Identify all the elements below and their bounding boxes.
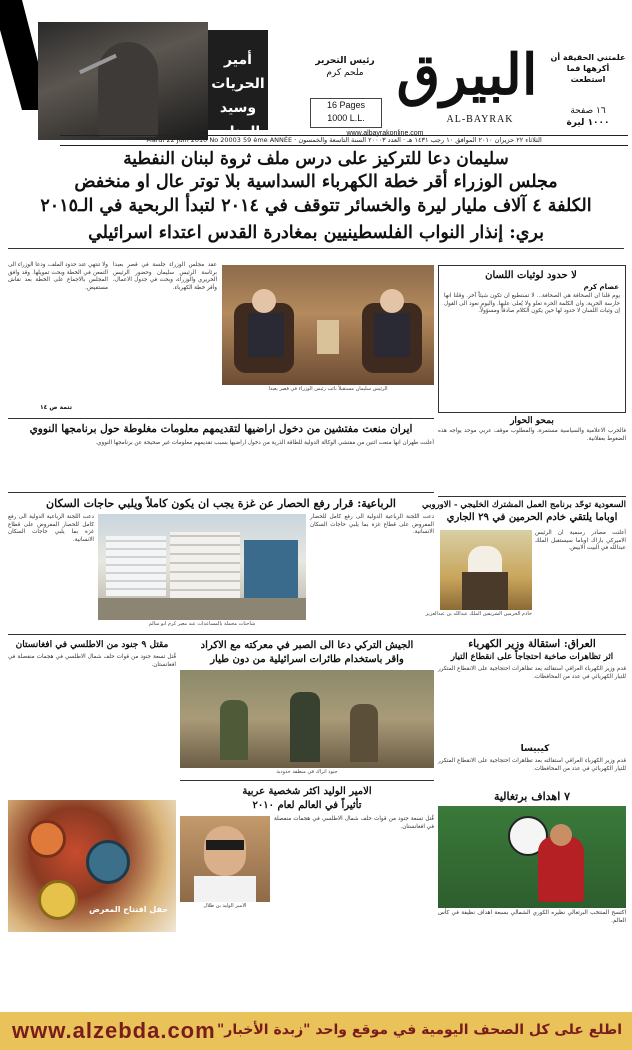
ad-image[interactable]	[8, 800, 176, 932]
turkey-title[interactable]: الجيش التركي دعا الى الصبر في معركته مع الاكراد	[200, 640, 414, 651]
iraq-box-title: كيبيسا	[520, 744, 550, 754]
divider	[8, 634, 626, 635]
footer-url[interactable]: www.alzebda.com	[12, 1018, 216, 1043]
issue-price: ١٠٠٠ ليرة	[566, 118, 610, 128]
top-story-caption: الرئيس سليمان مستقبلاً نائب رئيس الوزراء في قصر بعبدا	[268, 386, 388, 392]
footer-slogan: اطلع على كل الصحف اليومية في موقع واحد "زبدة الأخبار"	[216, 1022, 622, 1038]
founder-note: علمتني الحقيقة أن أكرهها فما استطعت	[550, 53, 626, 84]
afghanistan-body: قُتل تسعة جنود من قوات حلف شمال الاطلسي في هجمات منفصلة في افغانستان.	[8, 654, 176, 668]
top-story-body-right: عقد مجلس الوزراء جلسة في قصر بعبدا برئاسة الرئيس سليمان وحضور الرئيس الحريري والوزراء، وبحث في جدول الاعمال، وأقر خطة الكهرباء.	[113, 262, 217, 291]
pages-box	[310, 98, 382, 128]
prince-title[interactable]: الامير الوليد اكثر شخصية عربية	[242, 786, 372, 797]
column2-body: فالحرب الاعلامية والسياسية مستمرة، والمطلوب موقف عربي موحد يواجه هذه الضغوط بعقلانية.	[438, 428, 626, 442]
turkey-caption: جنود اتراك في منطقة حدودية	[276, 769, 338, 775]
price-en: 1000 L.L.	[327, 113, 365, 123]
issue-box	[548, 105, 628, 129]
dateline: الثلاثاء ٢٢ حزيران ٢٠١٠ الموافق ١٠ رجب ١٤٣١ هـ · العدد ٢٠٠٠٣ السنة التاسعة والخمسون · Mardi 22 Juin 2010 No 20003 59 ème ANNÉE	[60, 135, 628, 146]
quartet-photo	[98, 514, 306, 620]
headline-2[interactable]: مجلس الوزراء أقر خطة الكهرباء السداسية بلا توتر عال او منخفض	[74, 172, 558, 192]
footer-banner[interactable]	[0, 1012, 632, 1050]
headline-3[interactable]: الكلفة ٤ آلاف مليار ليرة والخسائر تتوقف في ٢٠١٤ لتبدأ الربحية في الـ٢٠١٥	[40, 196, 592, 216]
prince-caption: الامير الوليد بن طلال	[203, 903, 247, 909]
saudi-subtitle[interactable]: اوباما يلتقي خادم الحرمين في ٢٩ الجاري	[446, 512, 618, 523]
newspaper-logo[interactable]: البيرق	[396, 42, 538, 108]
editor-box	[300, 55, 390, 79]
turkey-photo	[180, 670, 434, 768]
divider	[8, 492, 434, 493]
opinion-author: عصام كرم	[583, 283, 619, 291]
iran-title[interactable]: ايران منعت مفتشين من دخول اراضيها لتقديمهم معلومات مغلوطة حول برنامجها النووي	[29, 423, 413, 435]
masthead	[0, 0, 632, 145]
singer-photo	[38, 22, 208, 140]
prince-subtitle[interactable]: تأثيراً في العالم لعام ٢٠١٠	[252, 800, 362, 811]
prince-photo	[180, 816, 270, 902]
iraq-title[interactable]: العراق: استقالة وزير الكهرباء	[468, 638, 596, 650]
singer-caption-line2: وسيد المنابر	[215, 100, 261, 140]
singer-caption[interactable]	[208, 30, 268, 140]
mourning-ribbon	[0, 0, 38, 110]
opinion-column	[438, 265, 626, 413]
ad-text: حفل افتتاح المعرض	[89, 905, 168, 914]
worldcup-title[interactable]: ٧ اهداف برتغالية	[493, 790, 571, 803]
singer-caption-line1: أمير الحريات	[211, 52, 265, 92]
saudi-caption: خادم الحرمين الشريفين الملك عبدالله بن عبدالعزيز	[425, 611, 532, 617]
divider	[8, 418, 434, 419]
turkey-subtitle[interactable]: واقر باستخدام طائرات اسرائيلية من دون طيار	[210, 654, 404, 665]
saudi-title[interactable]: السعودية توحّد برنامج العمل المشترك الخليجي - الاوروبي	[422, 500, 626, 510]
divider	[438, 496, 626, 497]
opinion-title[interactable]: لا حدود لوثبات اللسان	[485, 270, 577, 281]
iraq-box-body: قدم وزير الكهرباء العراقي استقالته بعد تظاهرات احتجاجية على الانقطاع المتكرر للتيار الكهربائي في عدد من المحافظات.	[438, 758, 626, 772]
divider	[8, 248, 624, 249]
divider	[180, 780, 434, 781]
top-story-body-left: ولا تنتهي عند حدود الملف، ودعا الوزراء الى التمعن في الخطة وبحث تمويلها. وقد وافق المجلس بالاجماع على الخطة بعد نقاش مستفيض.	[8, 262, 108, 291]
quartet-title[interactable]: الرباعية: قرار رفع الحصار عن غزة يجب ان يكون كاملاً ويلبي حاجات السكان	[46, 497, 396, 510]
prince-body: قُتل تسعة جنود من قوات حلف شمال الاطلسي في هجمات منفصلة في افغانستان.	[274, 816, 434, 830]
afghanistan-title[interactable]: مقتل ٩ جنود من الاطلسي في افغانستان	[15, 640, 169, 650]
newspaper-logo-en: AL-BAYRAK	[446, 114, 514, 125]
editor-role: رئيس التحرير	[315, 56, 375, 66]
editor-name: ملحم كرم	[326, 68, 364, 78]
opinion-body: يوم قلنا ان الصحافة هي الصحافة... لا تستطيع ان تكون شيئاً آخر. وقلنا انها حارسة الحرية، وان الكلمة الحرة تعلو ولا يُعلى عليها. واليوم نعود الى القول إن وثبات اللسان لا حدود لها حين يكون الكلام صادقاً ومسؤولاً.	[444, 293, 620, 315]
top-story-continued[interactable]: تتمة ص ١٤	[40, 404, 72, 411]
headline-1[interactable]: سليمان دعا للتركيز على درس ملف ثروة لبنان النفطية	[123, 149, 509, 169]
iraq-subtitle[interactable]: اثر تظاهرات صاخبة احتجاجاً على انقطاع التيار	[450, 652, 614, 662]
iraq-body: قدم وزير الكهرباء العراقي استقالته بعد تظاهرات احتجاجية على الانقطاع المتكرر للتيار الكهربائي في عدد من المحافظات.	[438, 666, 626, 680]
quartet-body-left: دعت اللجنة الرباعية الدولية الى رفع كامل للحصار المفروض على قطاع غزة بما يلبي حاجات السكان الانسانية.	[8, 514, 94, 543]
pages-en: 16 Pages	[326, 100, 366, 110]
quartet-caption: شاحنات محملة بالمساعدات عند معبر كرم ابو سالم	[148, 621, 256, 627]
iran-body: أعلنت طهران انها منعت اثنين من مفتشي الوكالة الدولية للطاقة الذرية من دخول اراضيها بسبب تقديمهم معلومات غير صحيحة عن برنامجها النووي.	[95, 440, 434, 446]
worldcup-body: اكتسح المنتخب البرتغالي نظيره الكوري الشمالي بسبعة اهداف نظيفة في كأس العالم.	[438, 910, 626, 924]
top-story-photo	[222, 265, 434, 385]
saudi-body: أعلنت مصادر رسمية ان الرئيس الاميركي باراك اوباما سيستقبل الملك عبدالله في البيت الابيض.	[535, 530, 626, 552]
column2-title[interactable]: بمحو الحوار	[510, 416, 554, 426]
issue-pages: ١٦ صفحة	[570, 106, 606, 116]
quartet-body-right: دعت اللجنة الرباعية الدولية الى رفع كامل للحصار المفروض على قطاع غزة بما يلبي حاجات السكان الانسانية.	[310, 514, 434, 536]
site-url[interactable]: www.albayrakonline.com	[346, 130, 424, 137]
worldcup-photo	[438, 806, 626, 908]
saudi-photo	[440, 530, 532, 610]
headline-4[interactable]: بري: إنذار النواب الفلسطينيين بمغادرة القدس اعتداء اسرائيلي	[88, 223, 544, 243]
